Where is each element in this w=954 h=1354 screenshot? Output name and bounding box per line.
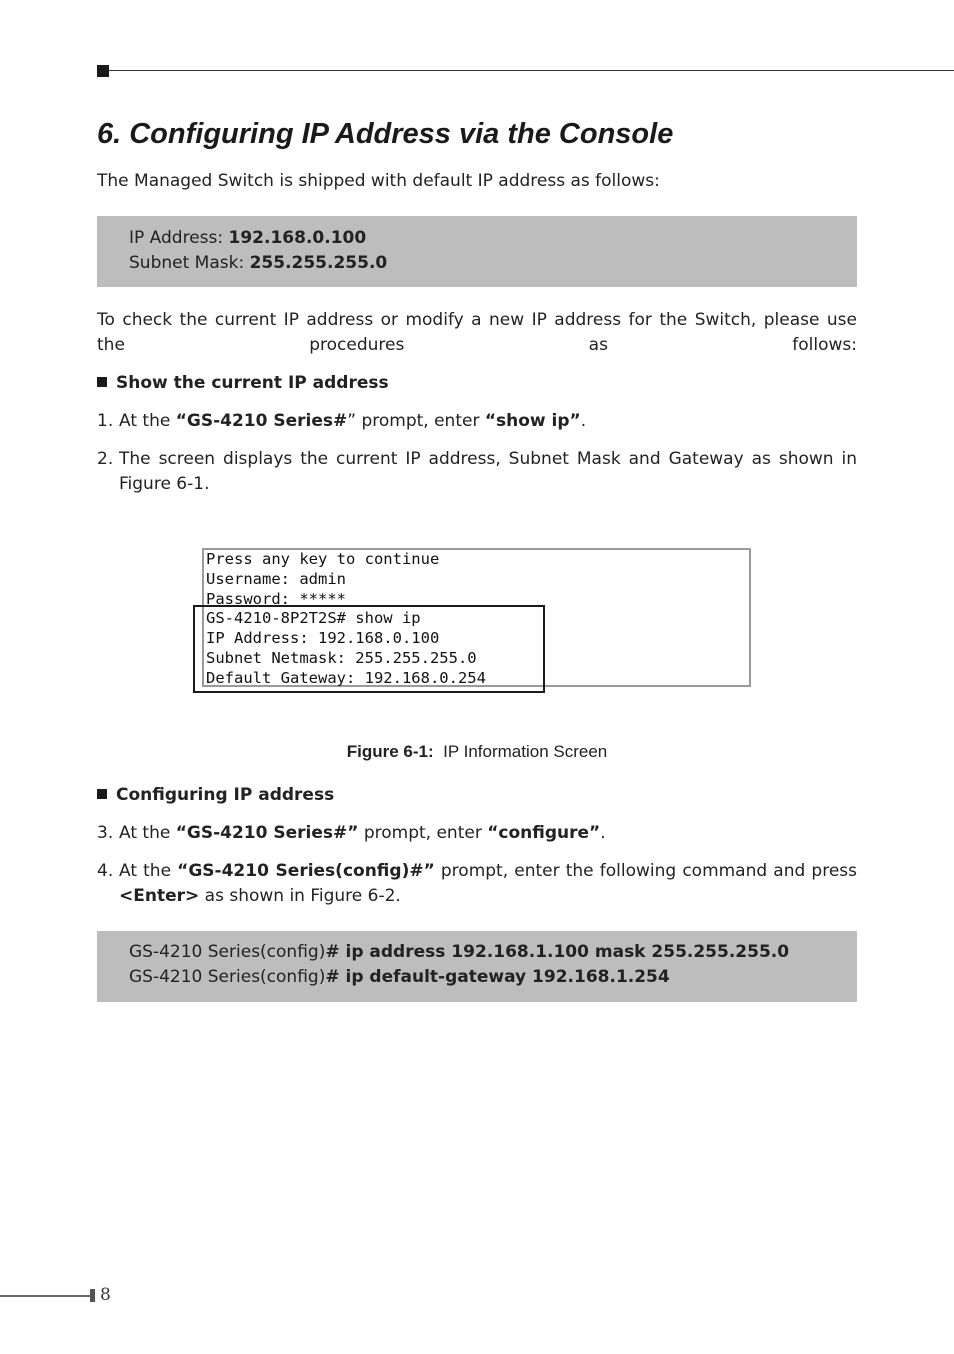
step-key: <Enter> [119, 886, 200, 906]
section-show-ip-title: Show the current IP address [116, 373, 389, 393]
step-body [119, 409, 857, 434]
bullet-square-icon [97, 789, 107, 799]
console-line: Password: ***** [206, 589, 346, 608]
step-text: ” prompt, enter [347, 411, 485, 431]
command-prefix: GS-4210 Series(config) [129, 942, 326, 962]
command-text: # ip address 192.168.1.100 mask 255.255.255.0 [325, 942, 790, 962]
ip-value: 192.168.0.100 [228, 228, 367, 248]
section-config-ip [97, 783, 334, 808]
intro-text: The Managed Switch is shipped with default IP address as follows: [97, 171, 660, 191]
step-number: 3. [97, 823, 114, 843]
figure-colon: : [428, 742, 434, 761]
step-prompt: “GS-4210 Series(config)#” [177, 861, 435, 881]
step-command: “configure” [487, 823, 601, 843]
step-text: as shown in Figure 6-2. [199, 886, 401, 906]
command-prefix: GS-4210 Series(config) [129, 967, 326, 987]
step-3 [97, 821, 857, 846]
step-body: The screen displays the current IP address, Subnet Mask and Gateway as shown in Figure 6-1. [119, 449, 857, 494]
step-number: 2. [97, 449, 114, 469]
step-number: 4. [97, 861, 114, 881]
step-text: . [580, 411, 587, 431]
step-text: prompt, enter the following command and press [434, 861, 857, 881]
mask-label: Subnet Mask: [129, 253, 250, 273]
footer-tick-mark [90, 1289, 95, 1302]
section-config-ip-title: Configuring IP address [116, 785, 335, 805]
console-line: GS-4210-8P2T2S# show ip [206, 609, 421, 628]
step-command: “show ip” [484, 411, 581, 431]
console-line: Subnet Netmask: 255.255.255.0 [206, 648, 477, 667]
step-prompt: “GS-4210 Series#” [175, 823, 359, 843]
console-line: Press any key to continue [206, 550, 440, 568]
step-text: At the [119, 411, 176, 431]
command-text: # ip default-gateway 192.168.1.254 [325, 967, 670, 987]
default-ip-box [97, 216, 857, 287]
command-line-2 [129, 965, 857, 990]
page-title: 6. Configuring IP Address via the Console [97, 118, 674, 150]
page-number: 8 [100, 1285, 111, 1305]
default-mask-line [129, 251, 857, 276]
figure-caption-text: IP Information Screen [443, 742, 608, 761]
console-line: IP Address: 192.168.0.100 [206, 629, 440, 648]
command-box [97, 931, 857, 1002]
step-body [119, 859, 857, 909]
console-line: Default Gateway: 192.168.0.254 [206, 668, 486, 687]
command-line-1 [129, 940, 857, 965]
console-line: Username: admin [206, 569, 346, 588]
figure-caption [0, 741, 954, 763]
step-text: At the [119, 823, 176, 843]
step-text: At the [119, 861, 178, 881]
bullet-square-icon [97, 377, 107, 387]
footer-rule [0, 1295, 90, 1297]
console-highlight-frame [193, 605, 545, 693]
section-show-ip [97, 371, 389, 396]
mask-value: 255.255.255.0 [249, 253, 388, 273]
step-1 [97, 409, 857, 434]
step-number: 1. [97, 411, 114, 431]
header-rule [109, 70, 954, 71]
default-ip-line [129, 226, 857, 251]
check-ip-paragraph: To check the current IP address or modify a new IP address for the Switch, please use the procedures as follows: [97, 310, 857, 355]
step-prompt: “GS-4210 Series# [175, 411, 348, 431]
figure-label: Figure 6-1 [346, 742, 428, 761]
step-2 [97, 447, 857, 497]
step-body [119, 821, 857, 846]
step-4 [97, 859, 857, 909]
step-text: prompt, enter [358, 823, 488, 843]
step-text: . [600, 823, 606, 843]
ip-label: IP Address: [129, 228, 229, 248]
header-square-mark [97, 65, 109, 77]
